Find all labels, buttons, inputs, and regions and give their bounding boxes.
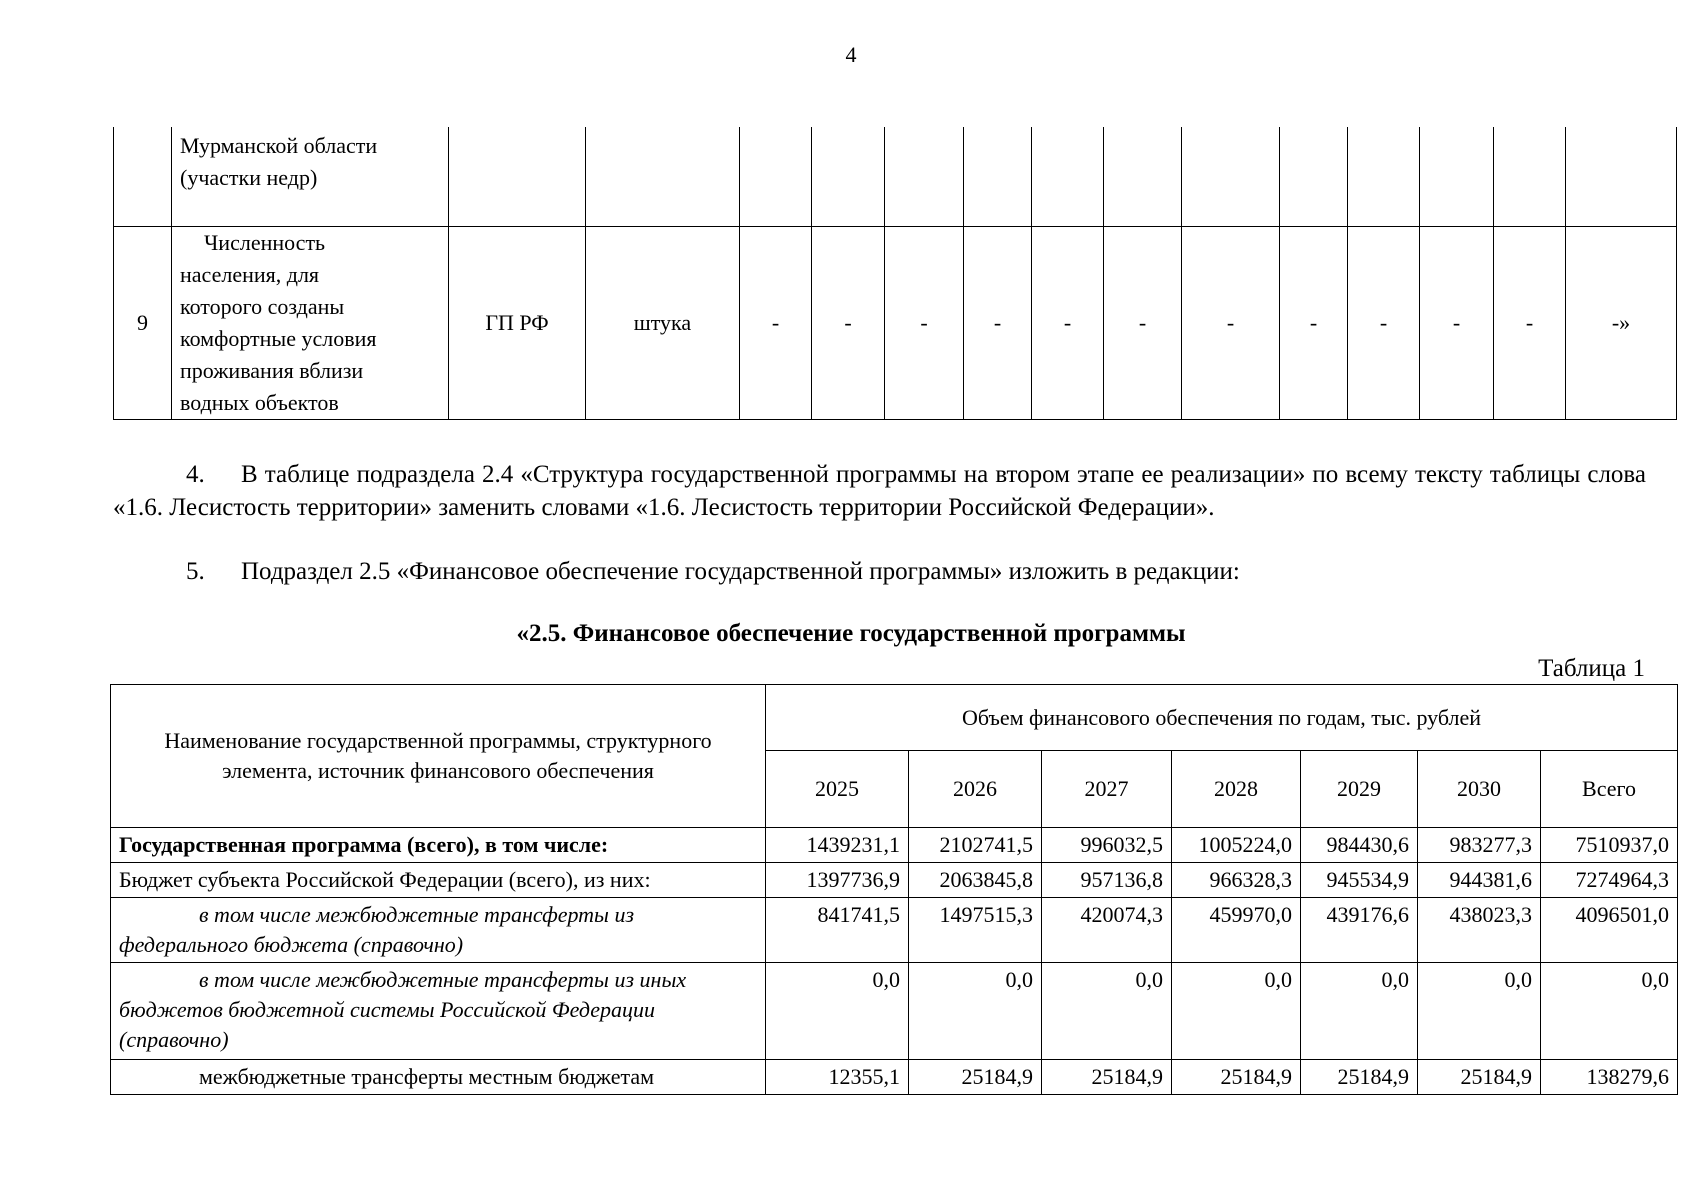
value-cell: - [885, 227, 964, 420]
indicator-name-line: (участки недр) [180, 165, 318, 190]
value-cell: 1439231,1 [766, 828, 909, 863]
value-cell: 7510937,0 [1541, 828, 1678, 863]
empty-cell [1032, 127, 1104, 227]
row-label: Бюджет субъекта Российской Федерации (всего), из них: [111, 863, 766, 898]
value-cell: 966328,3 [1172, 863, 1301, 898]
value-cell: 25184,9 [1301, 1060, 1418, 1095]
paragraph-5 [113, 555, 1646, 588]
empty-cell [449, 127, 586, 227]
row-number-cell: 9 [114, 227, 172, 420]
empty-cell [1104, 127, 1182, 227]
empty-cell [812, 127, 885, 227]
column-header: 2027 [1042, 751, 1172, 828]
paragraph-number: 5. [186, 558, 205, 585]
value-cell: 0,0 [766, 963, 909, 1060]
empty-cell [1182, 127, 1280, 227]
value-cell: 439176,6 [1301, 898, 1418, 963]
finance-table [110, 684, 1678, 1095]
indicator-name-line: комфортные условия [180, 326, 377, 351]
value-cell: 25184,9 [909, 1060, 1042, 1095]
paragraph-4 [113, 458, 1646, 524]
empty-cell [964, 127, 1032, 227]
value-cell: 25184,9 [1172, 1060, 1301, 1095]
row-label: в том числе межбюджетные трансферты из иных бюджетов бюджетной системы Российской Федерации (справочно) [111, 963, 766, 1060]
value-cell: 25184,9 [1042, 1060, 1172, 1095]
value-cell: 1005224,0 [1172, 828, 1301, 863]
empty-cell [1420, 127, 1494, 227]
table-header-row [111, 685, 1678, 751]
value-cell: - [1420, 227, 1494, 420]
value-cell: 1397736,9 [766, 863, 909, 898]
paragraph-text: Подраздел 2.5 «Финансовое обеспечение государственной программы» изложить в редакции: [241, 558, 1240, 585]
value-cell: - [1032, 227, 1104, 420]
row-label: в том числе межбюджетные трансферты из федерального бюджета (справочно) [111, 898, 766, 963]
column-header: 2026 [909, 751, 1042, 828]
unit-cell: штука [586, 227, 740, 420]
value-cell: 420074,3 [1042, 898, 1172, 963]
value-cell: 7274964,3 [1541, 863, 1678, 898]
empty-cell [1566, 127, 1677, 227]
value-cell: 138279,6 [1541, 1060, 1678, 1095]
section-heading: «2.5. Финансовое обеспечение государственной программы [516, 620, 1186, 647]
page-number: 4 [845, 42, 857, 67]
table-row [114, 127, 1677, 227]
value-cell: 983277,3 [1418, 828, 1541, 863]
value-cell: 12355,1 [766, 1060, 909, 1095]
indicator-name-line: Численность [204, 230, 326, 255]
indicator-name-cell [172, 227, 449, 420]
value-cell: - [1280, 227, 1348, 420]
row-number-cell [114, 127, 172, 227]
value-cell: 984430,6 [1301, 828, 1418, 863]
value-cell: 0,0 [1042, 963, 1172, 1060]
value-cell: 957136,8 [1042, 863, 1172, 898]
empty-cell [885, 127, 964, 227]
table-row [111, 963, 1678, 1060]
value-cell: -» [1566, 227, 1677, 420]
table-row [111, 898, 1678, 963]
value-cell: 0,0 [909, 963, 1042, 1060]
value-cell: 945534,9 [1301, 863, 1418, 898]
value-cell: 996032,5 [1042, 828, 1172, 863]
empty-cell [586, 127, 740, 227]
value-cell: - [812, 227, 885, 420]
value-cell: - [964, 227, 1032, 420]
value-cell: - [1348, 227, 1420, 420]
value-cell: 0,0 [1172, 963, 1301, 1060]
column-header: 2030 [1418, 751, 1541, 828]
value-cell: 1497515,3 [909, 898, 1042, 963]
table-row [114, 227, 1677, 420]
indicator-name-line: проживания вблизи [180, 358, 364, 383]
value-cell: - [1182, 227, 1280, 420]
value-cell: 4096501,0 [1541, 898, 1678, 963]
value-cell: 459970,0 [1172, 898, 1301, 963]
empty-cell [740, 127, 812, 227]
column-header: 2029 [1301, 751, 1418, 828]
value-cell: 2102741,5 [909, 828, 1042, 863]
row-label: межбюджетные трансферты местным бюджетам [111, 1060, 766, 1095]
group-header: Объем финансового обеспечения по годам, тыс. рублей [766, 685, 1678, 751]
empty-cell [1348, 127, 1420, 227]
indicators-table [113, 127, 1677, 420]
value-cell: 2063845,8 [909, 863, 1042, 898]
value-cell: - [1104, 227, 1182, 420]
indicator-name-cell [172, 127, 449, 227]
table-row [111, 828, 1678, 863]
value-cell: 25184,9 [1418, 1060, 1541, 1095]
table-label: Таблица 1 [1538, 655, 1645, 682]
row-label: Государственная программа (всего), в том числе: [111, 828, 766, 863]
indicator-name-line: Мурманской области [180, 133, 378, 158]
indicator-name-line: водных объектов [180, 390, 339, 415]
name-column-header: Наименование государственной программы, структурного элемента, источник финансового обеспечения [111, 685, 766, 828]
empty-cell [1280, 127, 1348, 227]
paragraph-number: 4. [186, 461, 205, 488]
paragraph-text: В таблице подраздела 2.4 «Структура государственной программы на втором этапе ее реализации» по всему тексту таблицы слова «1.6. Лесистость территории» заменить словами «1.6. Лесистость территории Российской Федерации». [113, 461, 1646, 521]
value-cell: 0,0 [1418, 963, 1541, 1060]
column-header: Всего [1541, 751, 1678, 828]
empty-cell [1494, 127, 1566, 227]
indicator-name-line: населения, для [180, 262, 320, 287]
column-header: 2025 [766, 751, 909, 828]
table-row [111, 863, 1678, 898]
value-cell: 841741,5 [766, 898, 909, 963]
indicator-name-line: которого созданы [180, 294, 345, 319]
value-cell: 0,0 [1541, 963, 1678, 1060]
column-header: 2028 [1172, 751, 1301, 828]
value-cell: 0,0 [1301, 963, 1418, 1060]
value-cell: - [1494, 227, 1566, 420]
level-cell: ГП РФ [449, 227, 586, 420]
value-cell: 944381,6 [1418, 863, 1541, 898]
value-cell: - [740, 227, 812, 420]
table-row [111, 1060, 1678, 1095]
value-cell: 438023,3 [1418, 898, 1541, 963]
